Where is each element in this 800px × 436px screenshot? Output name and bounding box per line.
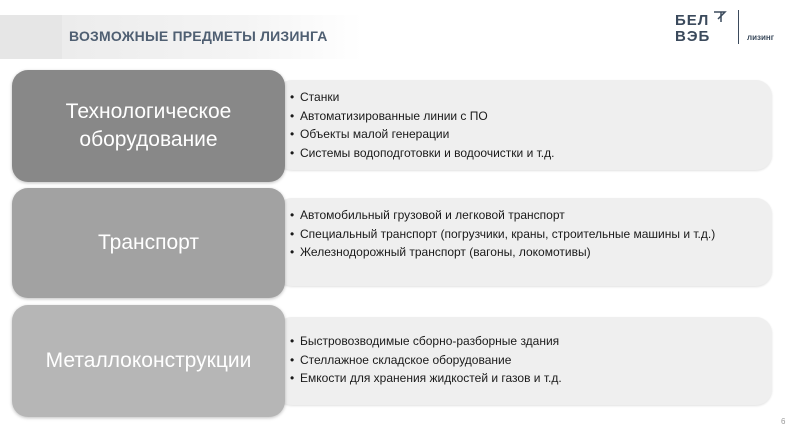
- list-item: • Объекты малой генерации: [290, 125, 758, 144]
- list-item: • Станки: [290, 88, 758, 107]
- category-label: Металлоконструкции: [12, 305, 285, 417]
- belveb-leasing-logo: [675, 10, 795, 50]
- logo-arrow-icon: [713, 10, 727, 24]
- list-item: • Специальный транспорт (погрузчики, краны, строительные машины и т.д.): [290, 225, 758, 244]
- bullet-icon: •: [290, 352, 295, 367]
- bullet-icon: •: [290, 245, 295, 259]
- category-label: Транспорт: [12, 188, 285, 298]
- bullet-icon: •: [290, 371, 295, 385]
- bullet-icon: •: [290, 90, 295, 104]
- category-label: Технологическое оборудование: [12, 70, 285, 182]
- list-item: • Автомобильный грузовой и легковой транспорт: [290, 206, 758, 225]
- list-item: • Системы водоподготовки и водоочистки и т.д.: [290, 144, 758, 163]
- category-items-list: [290, 88, 758, 162]
- leasing-category-transport: [0, 188, 800, 298]
- bullet-icon: •: [290, 127, 295, 141]
- page-number: 6: [781, 417, 786, 426]
- category-items-list: [290, 206, 758, 262]
- list-item: • Емкости для хранения жидкостей и газов и т.д.: [290, 369, 758, 388]
- category-items-card: [276, 198, 772, 286]
- leasing-category-equipment: [0, 70, 800, 182]
- bullet-icon: •: [290, 226, 295, 241]
- bullet-icon: •: [290, 334, 295, 348]
- logo-caption: лизинг: [747, 33, 775, 42]
- list-item: • Быстровозводимые сборно-разборные здания: [290, 332, 758, 351]
- category-items-card: [276, 317, 772, 405]
- list-item: • Железнодорожный транспорт (вагоны, локомотивы): [290, 243, 758, 262]
- logo-line-2: ВЭБ: [675, 28, 711, 45]
- header-accent-band: [0, 15, 62, 59]
- list-item: • Автоматизированные линии с ПО: [290, 107, 758, 126]
- bullet-icon: •: [290, 108, 295, 123]
- bullet-icon: •: [290, 145, 295, 160]
- logo-divider: [738, 10, 739, 44]
- category-items-list: [290, 332, 758, 388]
- leasing-category-metal-structures: [0, 305, 800, 417]
- list-item: • Стеллажное складское оборудование: [290, 351, 758, 370]
- category-items-card: [276, 80, 772, 170]
- bullet-icon: •: [290, 208, 295, 222]
- logo-line-1: БЕЛ: [675, 12, 710, 29]
- page-title: ВОЗМОЖНЫЕ ПРЕДМЕТЫ ЛИЗИНГА: [69, 28, 328, 44]
